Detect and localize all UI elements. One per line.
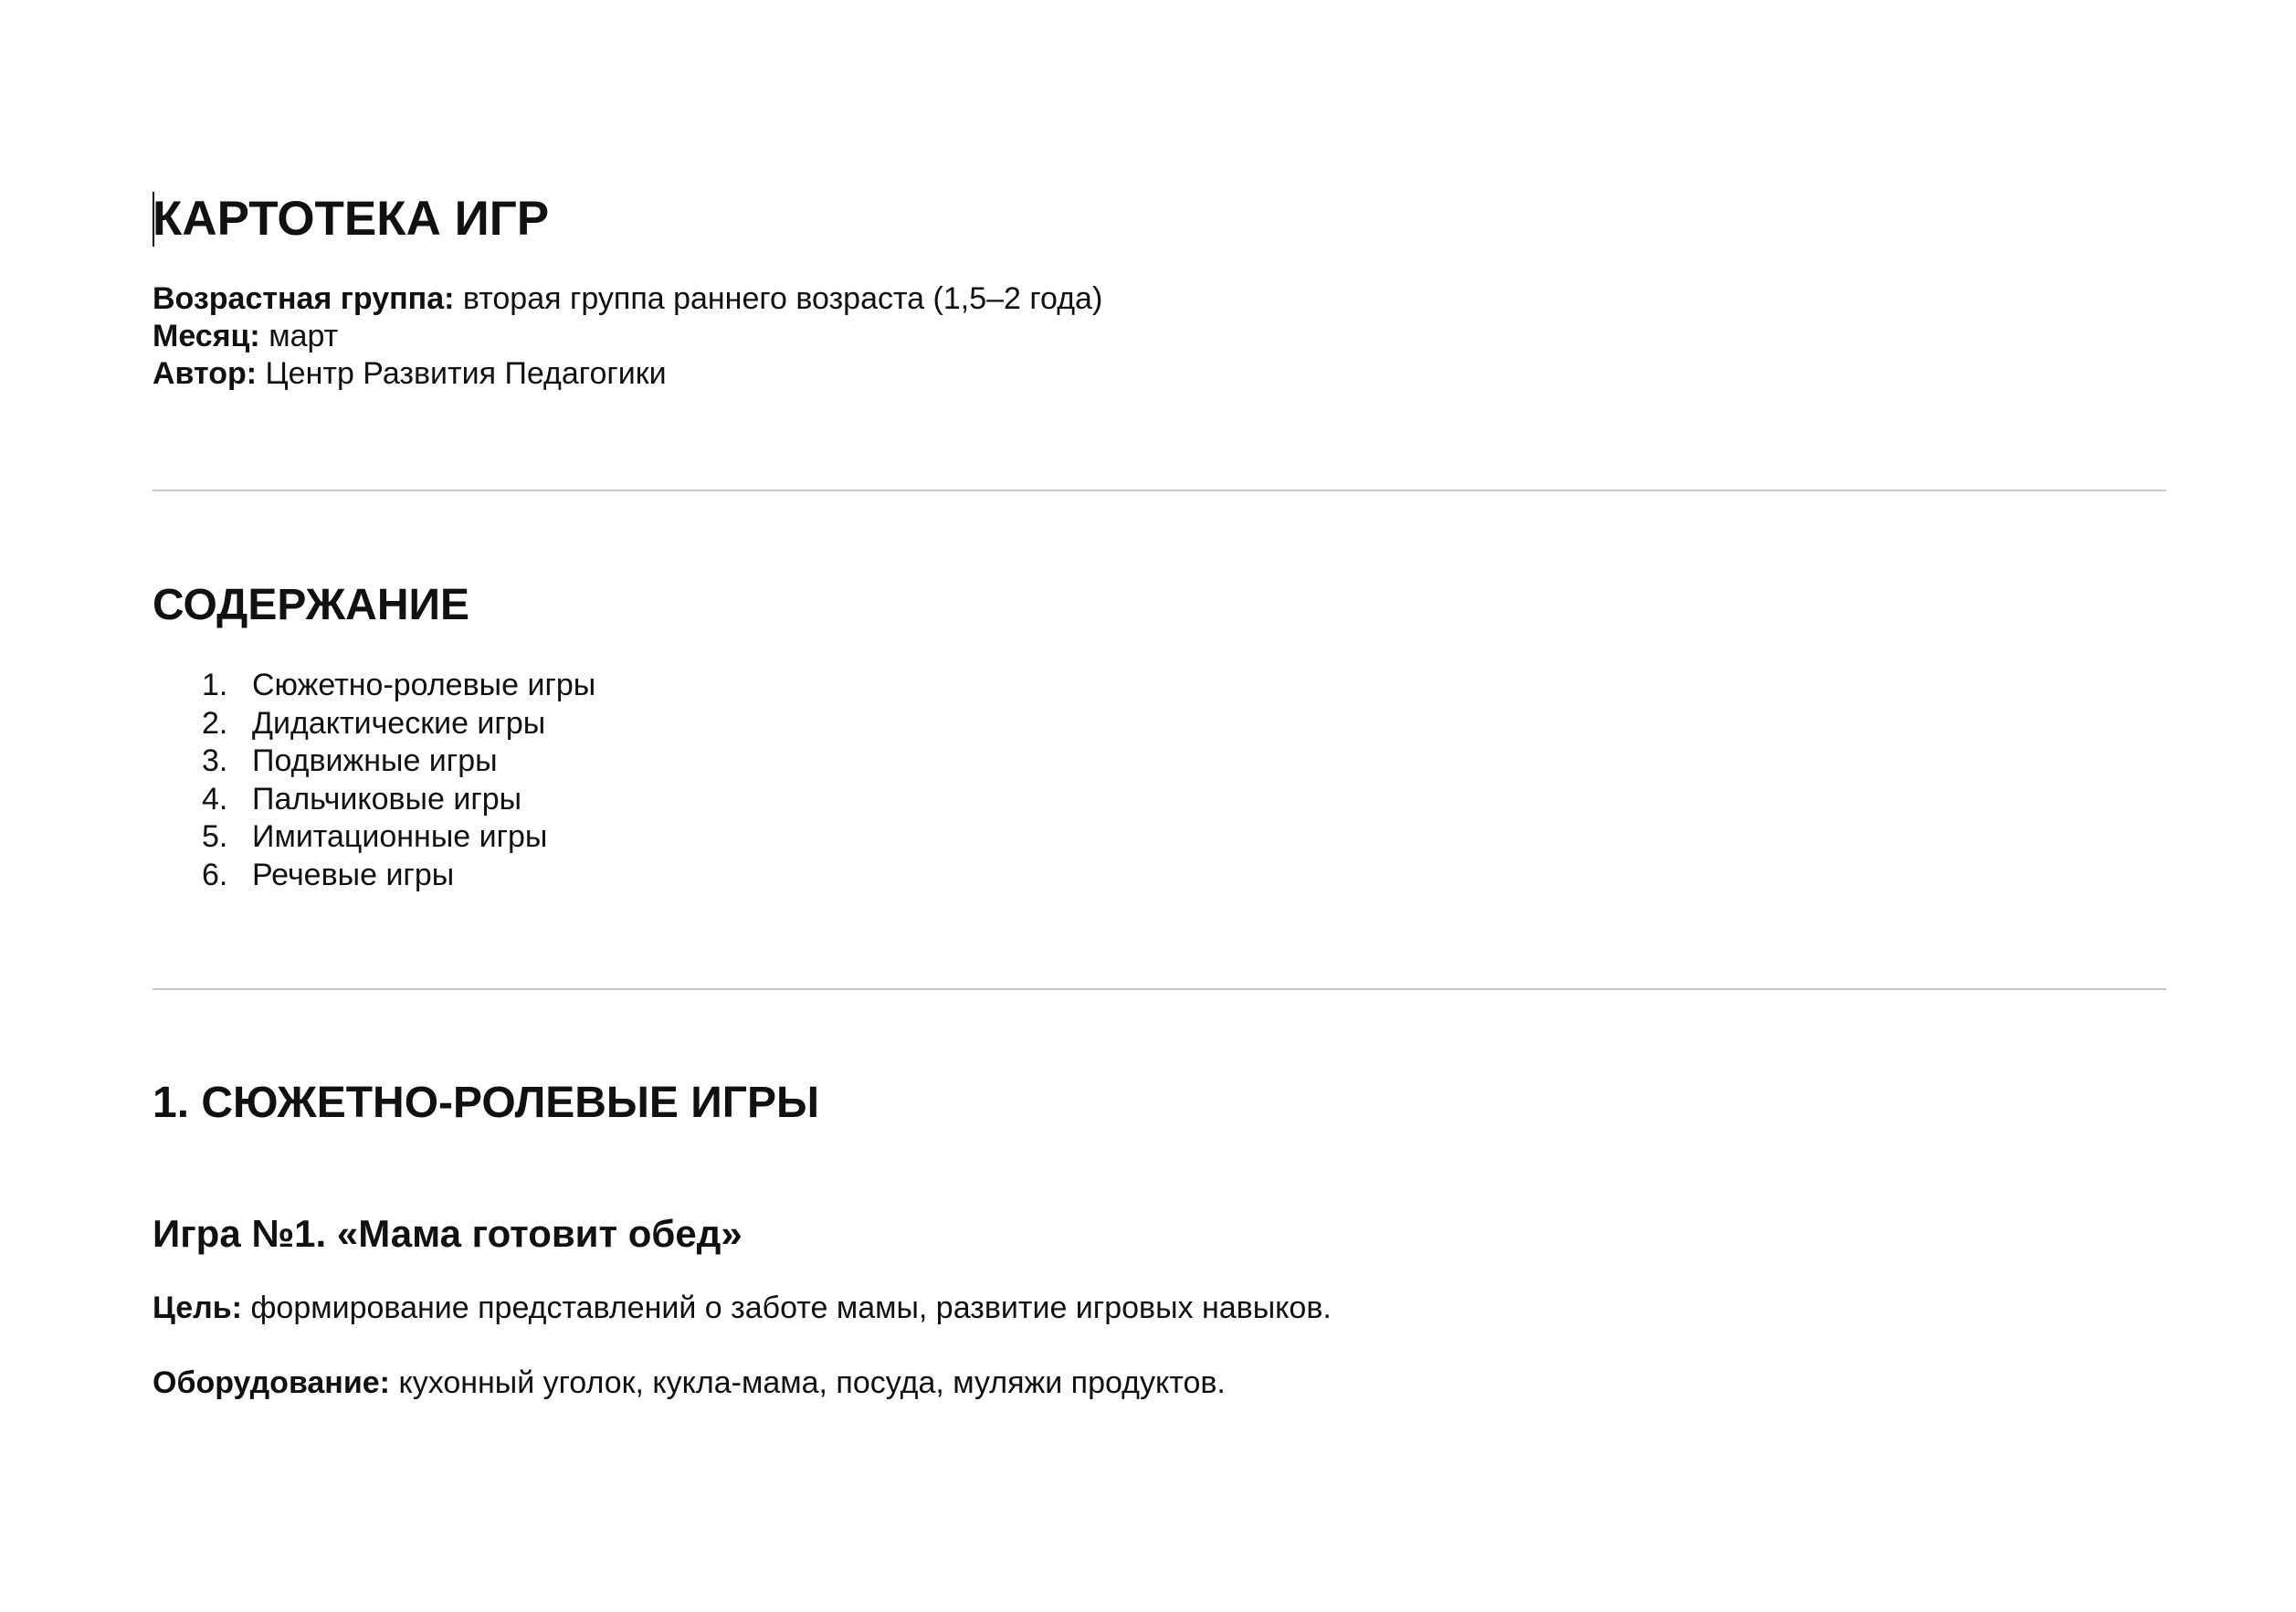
meta-label: Возрастная группа:: [153, 281, 455, 316]
equipment-text: кухонный уголок, кукла-мама, посуда, муляжи продуктов.: [398, 1365, 1226, 1400]
horizontal-rule: [153, 490, 2166, 491]
contents-item-number: 2.: [202, 705, 228, 741]
document-meta: [153, 280, 1102, 393]
contents-item: [153, 818, 595, 857]
contents-item: [153, 705, 595, 743]
contents-item-number: 6.: [202, 857, 228, 892]
meta-row-author: [153, 355, 1102, 393]
document-page[interactable]: [153, 0, 2166, 1612]
contents-item-number: 1.: [202, 668, 228, 702]
contents-item-text: Подвижные игры: [252, 743, 498, 778]
meta-value: март: [269, 319, 339, 353]
game-equipment: [153, 1363, 1226, 1403]
contents-item: [153, 781, 595, 819]
contents-item-number: 3.: [202, 743, 228, 778]
contents-item-text: Пальчиковые игры: [252, 781, 522, 817]
section-heading: 1. СЮЖЕТНО-РОЛЕВЫЕ ИГРЫ: [153, 1079, 819, 1127]
meta-value: вторая группа раннего возраста (1,5–2 года): [462, 281, 1103, 316]
contents-item-text: Имитационные игры: [252, 819, 548, 854]
contents-item-number: 4.: [202, 781, 228, 817]
contents-item: [153, 667, 595, 705]
contents-item: [153, 857, 595, 895]
meta-row-month: [153, 318, 1102, 355]
contents-item-text: Дидактические игры: [252, 705, 546, 741]
goal-label: Цель:: [153, 1291, 242, 1325]
meta-row-age-group: [153, 280, 1102, 318]
meta-label: Автор:: [153, 356, 258, 391]
contents-heading: СОДЕРЖАНИЕ: [153, 581, 469, 629]
meta-label: Месяц:: [153, 319, 260, 353]
contents-list: [153, 667, 595, 894]
game-goal: [153, 1288, 1332, 1328]
contents-item: [153, 743, 595, 781]
contents-item-number: 5.: [202, 819, 228, 854]
horizontal-rule: [153, 988, 2166, 990]
meta-value: Центр Развития Педагогики: [265, 356, 667, 391]
contents-item-text: Сюжетно-ролевые игры: [252, 668, 596, 702]
document-title: КАРТОТЕКА ИГР: [153, 192, 550, 246]
contents-item-text: Речевые игры: [252, 857, 455, 892]
game-title: Игра №1. «Мама готовит обед»: [153, 1212, 743, 1255]
equipment-label: Оборудование:: [153, 1365, 390, 1400]
goal-text: формирование представлений о заботе мамы, развитие игровых навыков.: [250, 1291, 1332, 1325]
